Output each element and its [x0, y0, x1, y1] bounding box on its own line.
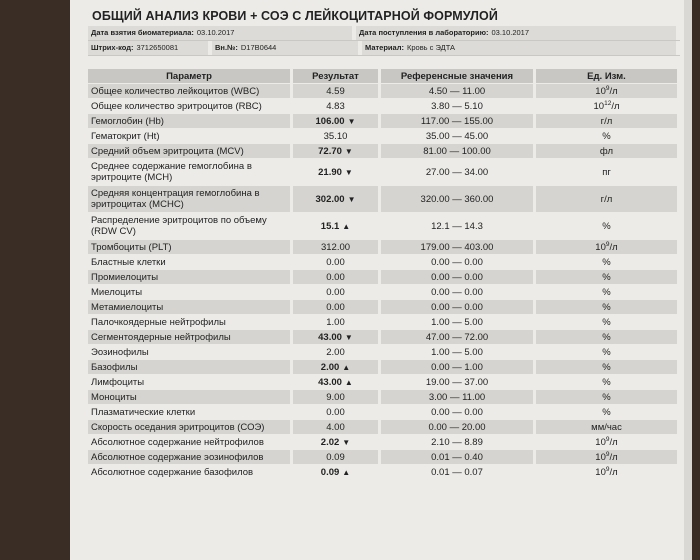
reference-cell: 179.00 — 403.00 — [381, 240, 536, 254]
unit-tail: /л — [609, 242, 618, 254]
reference-cell: 0.00 — 1.00 — [381, 360, 536, 374]
unit-base: % — [602, 256, 611, 268]
material-value: Кровь с ЭДТА — [406, 43, 456, 52]
unit-cell — [536, 435, 680, 449]
unit-cell — [536, 390, 680, 404]
parameter-cell: Среднее содержание гемоглобина в эритроците (MCH) — [88, 159, 293, 185]
table-row — [88, 144, 680, 158]
unit-cell — [536, 213, 680, 239]
unit-base: % — [602, 331, 611, 343]
result-cell — [293, 405, 381, 419]
unit-tail: /л — [609, 467, 618, 479]
result-cell — [293, 465, 381, 479]
result-value: 0.00 — [326, 256, 345, 268]
result-value: 1.00 — [326, 316, 345, 328]
reference-cell: 12.1 — 14.3 — [381, 213, 536, 239]
unit-base: 10 — [595, 467, 606, 479]
parameter-cell: Абсолютное содержание базофилов — [88, 465, 293, 479]
table-row — [88, 330, 680, 344]
reference-cell: 117.00 — 155.00 — [381, 114, 536, 128]
result-value: 0.00 — [326, 301, 345, 313]
unit-cell — [536, 159, 680, 185]
unit-exponent: 9 — [605, 84, 610, 92]
unit-cell — [536, 285, 680, 299]
unit-cell — [536, 144, 680, 158]
received-date-cell — [356, 26, 676, 40]
reference-cell: 27.00 — 34.00 — [381, 159, 536, 185]
table-row — [88, 450, 680, 464]
result-cell — [293, 420, 381, 434]
parameter-cell: Метамиелоциты — [88, 300, 293, 314]
reference-cell: 0.00 — 0.00 — [381, 405, 536, 419]
table-row — [88, 186, 680, 212]
table-row — [88, 240, 680, 254]
unit-cell — [536, 255, 680, 269]
result-cell — [293, 144, 381, 158]
unit-exponent: 9 — [605, 240, 610, 248]
unit-exponent: 9 — [605, 465, 610, 473]
reference-cell: 0.01 — 0.07 — [381, 465, 536, 479]
unit-tail: /л — [609, 86, 618, 98]
unit-base: % — [602, 271, 611, 283]
unit-cell — [536, 300, 680, 314]
header-parameter: Параметр — [88, 69, 293, 83]
reference-cell: 0.01 — 0.40 — [381, 450, 536, 464]
reference-cell: 35.00 — 45.00 — [381, 129, 536, 143]
internal-number-cell — [212, 41, 358, 55]
result-value: 43.00 — [318, 376, 342, 388]
unit-cell — [536, 420, 680, 434]
reference-cell: 2.10 — 8.89 — [381, 435, 536, 449]
unit-exponent: 9 — [605, 450, 610, 458]
barcode-value: 3712650081 — [136, 43, 179, 52]
unit-cell — [536, 84, 680, 98]
result-cell — [293, 435, 381, 449]
table-row — [88, 345, 680, 359]
unit-base: пг — [602, 166, 611, 178]
unit-base: 10 — [595, 437, 606, 449]
result-cell — [293, 345, 381, 359]
result-cell — [293, 129, 381, 143]
sheet-edge — [684, 0, 692, 560]
result-value: 2.02 — [320, 436, 340, 448]
result-value: 0.00 — [326, 271, 345, 283]
arrow-down-icon: ▼ — [347, 194, 356, 204]
parameter-cell: Общее количество эритроцитов (RBC) — [88, 99, 293, 113]
unit-cell — [536, 129, 680, 143]
result-cell — [293, 240, 381, 254]
table-row — [88, 213, 680, 239]
arrow-down-icon: ▼ — [344, 332, 353, 342]
parameter-cell: Базофилы — [88, 360, 293, 374]
result-value: 43.00 — [318, 331, 342, 343]
result-value: 106.00 — [315, 115, 345, 127]
unit-cell — [536, 315, 680, 329]
arrow-down-icon: ▼ — [344, 167, 353, 177]
result-cell — [293, 213, 381, 239]
result-cell — [293, 114, 381, 128]
unit-base: г/л — [600, 115, 613, 127]
unit-base: % — [602, 391, 611, 403]
result-value: 15.1 — [320, 220, 340, 232]
parameter-cell: Абсолютное содержание нейтрофилов — [88, 435, 293, 449]
result-value: 9.00 — [326, 391, 345, 403]
parameter-cell: Распределение эритроцитов по объему (RDW CV) — [88, 213, 293, 239]
internal-number-label: Вн.№: — [215, 43, 238, 52]
result-cell — [293, 360, 381, 374]
result-cell — [293, 99, 381, 113]
barcode-label: Штрих-код: — [91, 43, 134, 52]
table-row — [88, 360, 680, 374]
result-value: 2.00 — [320, 361, 340, 373]
arrow-down-icon: ▼ — [347, 116, 356, 126]
unit-tail: /л — [609, 437, 618, 449]
arrow-down-icon: ▼ — [344, 146, 353, 156]
collect-date-cell — [88, 26, 352, 40]
unit-base: фл — [599, 145, 614, 157]
table-row — [88, 255, 680, 269]
table-row — [88, 99, 680, 113]
unit-cell — [536, 465, 680, 479]
reference-cell: 0.00 — 0.00 — [381, 270, 536, 284]
header-unit: Ед. Изм. — [536, 69, 680, 83]
table-row — [88, 84, 680, 98]
result-value: 0.00 — [326, 406, 345, 418]
table-row — [88, 300, 680, 314]
parameter-cell: Палочкоядерные нейтрофилы — [88, 315, 293, 329]
reference-cell: 47.00 — 72.00 — [381, 330, 536, 344]
header-result: Результат — [293, 69, 381, 83]
header-reference: Референсные значения — [381, 69, 536, 83]
result-cell — [293, 375, 381, 389]
unit-exponent: 12 — [604, 99, 612, 107]
unit-base: % — [602, 286, 611, 298]
parameter-cell: Лимфоциты — [88, 375, 293, 389]
result-value: 35.10 — [323, 130, 348, 142]
table-row — [88, 405, 680, 419]
unit-base: % — [602, 406, 611, 418]
table-row — [88, 129, 680, 143]
reference-cell: 0.00 — 0.00 — [381, 255, 536, 269]
result-cell — [293, 159, 381, 185]
reference-cell: 0.00 — 0.00 — [381, 285, 536, 299]
unit-cell — [536, 270, 680, 284]
table-row — [88, 285, 680, 299]
table-row — [88, 375, 680, 389]
meta-row — [88, 26, 680, 41]
reference-cell: 4.50 — 11.00 — [381, 84, 536, 98]
parameter-cell: Эозинофилы — [88, 345, 293, 359]
meta-row — [88, 41, 680, 56]
table-row — [88, 315, 680, 329]
parameter-cell: Миелоциты — [88, 285, 293, 299]
results-header-row — [88, 69, 680, 83]
parameter-cell: Общее количество лейкоцитов (WBC) — [88, 84, 293, 98]
result-value: 21.90 — [318, 166, 342, 178]
parameter-cell: Промиелоциты — [88, 270, 293, 284]
report-meta — [88, 26, 680, 56]
unit-base: мм/час — [591, 421, 622, 433]
unit-base: 10 — [595, 452, 606, 464]
arrow-up-icon: ▲ — [342, 221, 351, 231]
arrow-up-icon: ▲ — [342, 467, 351, 477]
table-row — [88, 270, 680, 284]
unit-cell — [536, 375, 680, 389]
unit-base: % — [602, 301, 611, 313]
parameter-cell: Скорость оседания эритроцитов (СОЭ) — [88, 420, 293, 434]
table-row — [88, 159, 680, 185]
arrow-down-icon: ▼ — [342, 437, 351, 447]
unit-cell — [536, 330, 680, 344]
received-date-label: Дата поступления в лабораторию: — [359, 28, 489, 37]
parameter-cell: Абсолютное содержание эозинофилов — [88, 450, 293, 464]
parameter-cell: Гемоглобин (Hb) — [88, 114, 293, 128]
result-cell — [293, 315, 381, 329]
reference-cell: 0.00 — 0.00 — [381, 300, 536, 314]
result-value: 4.00 — [326, 421, 345, 433]
result-cell — [293, 84, 381, 98]
unit-base: 10 — [595, 86, 606, 98]
result-cell — [293, 330, 381, 344]
result-value: 4.83 — [326, 100, 345, 112]
unit-base: г/л — [600, 193, 613, 205]
barcode-cell — [88, 41, 208, 55]
result-cell — [293, 186, 381, 212]
results-table — [88, 68, 680, 480]
parameter-cell: Гематокрит (Ht) — [88, 129, 293, 143]
result-value: 302.00 — [315, 193, 345, 205]
unit-cell — [536, 114, 680, 128]
table-row — [88, 114, 680, 128]
unit-base: % — [602, 316, 611, 328]
collect-date-label: Дата взятия биоматериала: — [91, 28, 194, 37]
unit-cell — [536, 360, 680, 374]
parameter-cell: Бластные клетки — [88, 255, 293, 269]
result-value: 0.09 — [320, 466, 340, 478]
unit-base: % — [602, 220, 611, 232]
result-cell — [293, 450, 381, 464]
unit-cell — [536, 405, 680, 419]
parameter-cell: Моноциты — [88, 390, 293, 404]
arrow-up-icon: ▲ — [344, 377, 353, 387]
reference-cell: 19.00 — 37.00 — [381, 375, 536, 389]
unit-base: % — [602, 361, 611, 373]
reference-cell: 81.00 — 100.00 — [381, 144, 536, 158]
material-cell — [362, 41, 676, 55]
reference-cell: 1.00 — 5.00 — [381, 345, 536, 359]
result-cell — [293, 390, 381, 404]
result-cell — [293, 255, 381, 269]
reference-cell: 3.80 — 5.10 — [381, 99, 536, 113]
report-title: ОБЩИЙ АНАЛИЗ КРОВИ + СОЭ С ЛЕЙКОЦИТАРНОЙ ФОРМУЛОЙ — [92, 9, 498, 23]
lab-report-sheet — [70, 0, 692, 560]
received-date-value: 03.10.2017 — [491, 28, 530, 37]
unit-cell — [536, 240, 680, 254]
parameter-cell: Сегментоядерные нейтрофилы — [88, 330, 293, 344]
unit-base: % — [602, 130, 611, 142]
table-row — [88, 465, 680, 479]
result-value: 4.59 — [326, 85, 345, 97]
reference-cell: 320.00 — 360.00 — [381, 186, 536, 212]
unit-exponent: 9 — [605, 435, 610, 443]
collect-date-value: 03.10.2017 — [196, 28, 235, 37]
result-value: 0.00 — [326, 286, 345, 298]
unit-cell — [536, 186, 680, 212]
parameter-cell: Плазматические клетки — [88, 405, 293, 419]
table-row — [88, 435, 680, 449]
reference-cell: 3.00 — 11.00 — [381, 390, 536, 404]
result-value: 0.09 — [326, 451, 345, 463]
unit-base: 10 — [593, 101, 605, 113]
parameter-cell: Тромбоциты (PLT) — [88, 240, 293, 254]
parameter-cell: Средняя концентрация гемоглобина в эритроцитах (MCHC) — [88, 186, 293, 212]
table-row — [88, 420, 680, 434]
arrow-up-icon: ▲ — [342, 362, 351, 372]
reference-cell: 0.00 — 20.00 — [381, 420, 536, 434]
internal-number-value: D17B0644 — [240, 43, 277, 52]
table-row — [88, 390, 680, 404]
unit-base: % — [602, 346, 611, 358]
unit-cell — [536, 345, 680, 359]
material-label: Материал: — [365, 43, 404, 52]
result-cell — [293, 300, 381, 314]
result-value: 312.00 — [320, 241, 351, 253]
unit-base: 10 — [595, 242, 606, 254]
reference-cell: 1.00 — 5.00 — [381, 315, 536, 329]
parameter-cell: Средний объем эритроцита (MCV) — [88, 144, 293, 158]
result-value: 72.70 — [318, 145, 342, 157]
unit-tail: /л — [611, 101, 620, 113]
unit-cell — [536, 450, 680, 464]
result-value: 2.00 — [326, 346, 345, 358]
result-cell — [293, 285, 381, 299]
unit-tail: /л — [609, 452, 618, 464]
result-cell — [293, 270, 381, 284]
unit-base: % — [602, 376, 611, 388]
unit-cell — [536, 99, 680, 113]
